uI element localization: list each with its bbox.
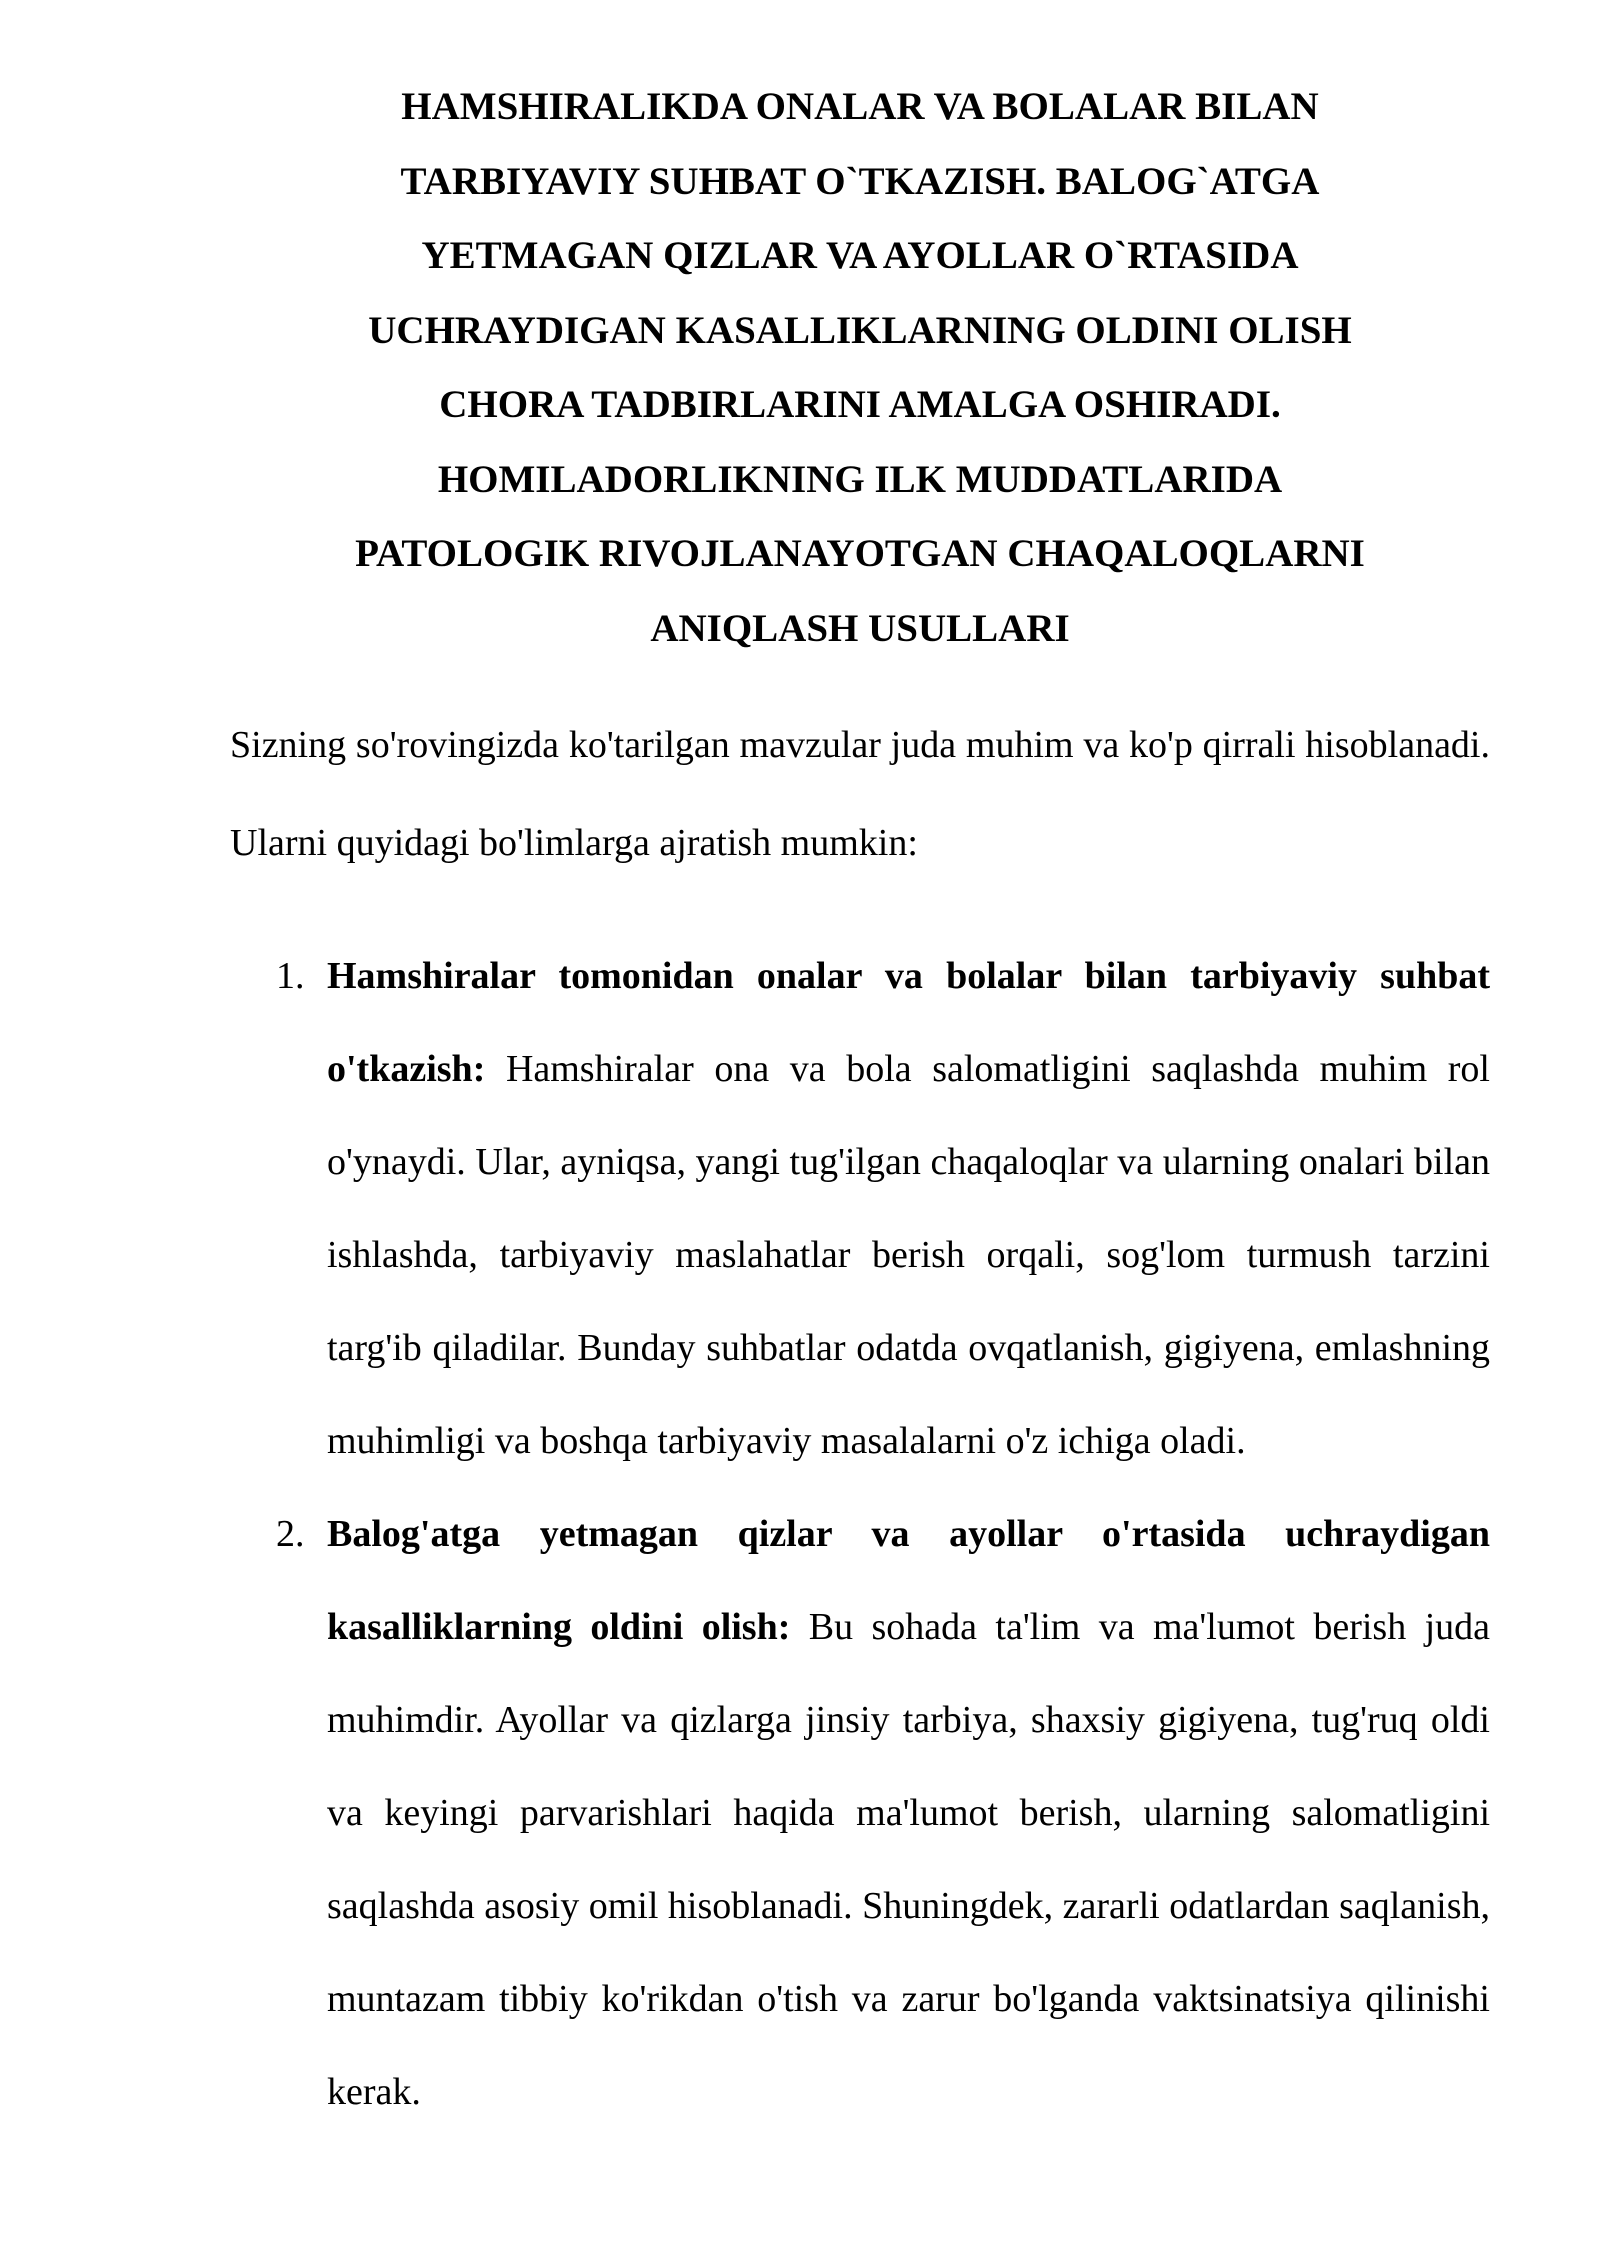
list-item-heading: Balog'atga yetmagan qizlar va ayollar o'rtasida uchraydigan kasalliklarning oldini olish:	[327, 1513, 1490, 1648]
list-item	[230, 930, 1490, 1488]
list-item-heading: Hamshiralar tomonidan onalar va bolalar bilan tarbiyaviy suhbat o'tkazish:	[327, 955, 1490, 1090]
list-item-number: 1.	[276, 955, 305, 997]
list-item	[230, 1488, 1490, 2139]
intro-paragraph: Sizning so'rovingizda ko'tarilgan mavzular juda muhim va ko'p qirrali hisoblanadi. Ularni quyidagi bo'limlarga ajratish mumkin:	[230, 724, 1490, 864]
list-item-body: Hamshiralar ona va bola salomatligini saqlashda muhim rol o'ynaydi. Ular, ayniqsa, yangi tug'ilgan chaqaloqlar va ularning onalari bilan ishlashda, tarbiyaviy maslahatlar berish orqali, sog'lom turmush tarzini targ'ib qiladilar. Bunday suhbatlar odatda ovqatlanish, gigiyena, emlashning muhimligi va boshqa tarbiyaviy masalalarni o'z ichiga oladi.	[327, 1048, 1490, 1462]
document-page	[230, 70, 1490, 2139]
list-item-body: Bu sohada ta'lim va ma'lumot berish juda muhimdir. Ayollar va qizlarga jinsiy tarbiya, shaxsiy gigiyena, tug'ruq oldi va keyingi parvarishlari haqida ma'lumot berish, ularning salomatligini saqlashda asosiy omil hisoblanadi. Shuningdek, zararli odatlardan saqlanish, muntazam tibbiy ko'rikdan o'tish va zarur bo'lganda vaktsinatsiya qilinishi kerak.	[327, 1606, 1490, 2113]
numbered-list	[230, 930, 1490, 2139]
list-item-number: 2.	[276, 1513, 305, 1555]
document-title: HAMSHIRALIKDA ONALAR VA BOLALAR BILAN TARBIYAVIY SUHBAT O`TKAZISH. BALOG`ATGA YETMAGAN QIZLAR VA AYOLLAR O`RTASIDA UCHRAYDIGAN KASALLIKLARNING OLDINI OLISH CHORA TADBIRLARINI AMALGA OSHIRADI. HOMILADORLIKNING ILK MUDDATLARIDA PATOLOGIK RIVOJLANAYOTGAN CHAQALOQLARNI ANIQLASH USULLARI	[355, 85, 1365, 650]
